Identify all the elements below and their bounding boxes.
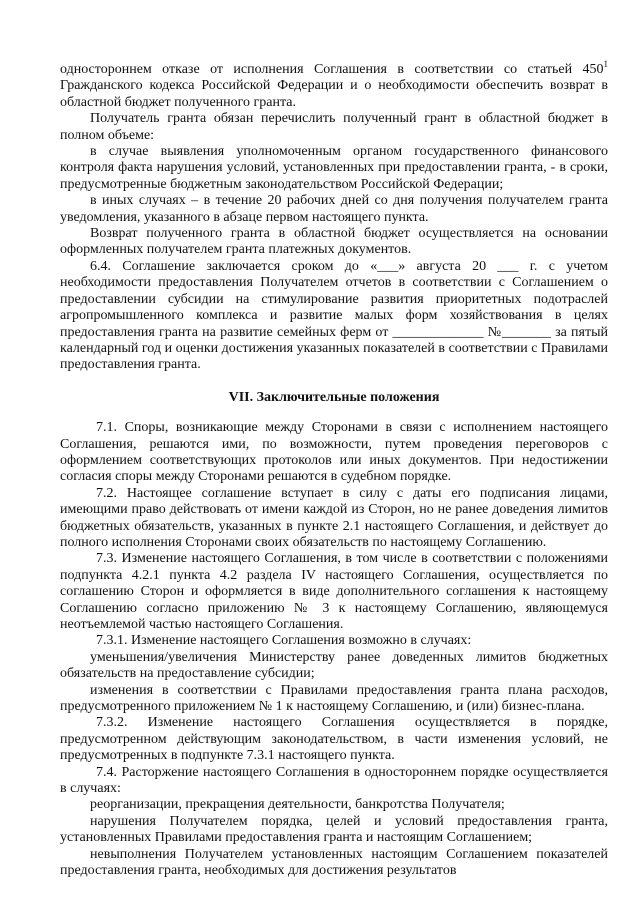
paragraph-7-1: 7.1. Споры, возникающие между Сторонами в связи с исполнением настоящего Соглашения, решаются ими, по возможности, путем проведения переговоров с оформлением соответствующих протоколов или иных документов. При недостижении согласия споры между Сторонами решаются в судебном порядке. [60, 420, 608, 485]
paragraph-text-tail: Гражданского кодекса Российской Федерации и о необходимости обеспечить возврат в областной бюджет полученного гранта. [60, 78, 608, 110]
paragraph-top-0 [60, 59, 608, 111]
paragraph-7-4-c: невыполнения Получателем установленных настоящим Соглашением показателей предоставления гранта, необходимых для достижения результатов [60, 846, 608, 879]
paragraph-top-4: Возврат полученного гранта в областной бюджет осуществляется на основании оформленных получателем гранта платежных документов. [60, 226, 608, 258]
document-page [60, 59, 608, 880]
section-title: VII. Заключительные положения [228, 389, 440, 405]
paragraph-top-1: Получатель гранта обязан перечислить полученный грант в областной бюджет в полном объеме: [60, 111, 608, 143]
paragraph-7-4-a: реорганизации, прекращения деятельности, банкротства Получателя; [90, 797, 505, 813]
paragraph-7-2: 7.2. Настоящее соглашение вступает в силу с даты его подписания лицами, имеющими право действовать от имени каждой из Сторон, но не ранее доведения лимитов бюджетных обязательств, указанных в пункте 2.1 настоящего Соглашения, и действует до полного исполнения Сторонами своих обязательств по настоящему Соглашению. [60, 485, 608, 550]
paragraph-7-4-b: нарушения Получателем порядка, целей и условий предоставления гранта, установленных Правилами предоставления гранта и настоящим Соглашением; [60, 813, 608, 846]
paragraph-top-3: в иных случаях – в течение 20 рабочих дней со дня получения получателем гранта уведомления, указанного в абзаце первом настоящего пункта. [60, 193, 608, 225]
paragraph-7-3-2: 7.3.2. Изменение настоящего Соглашения осуществляется в порядке, предусмотренном действующим законодательством, в части изменения условий, не предусмотренных в подпункте 7.3.1 настоящего пункта. [60, 715, 608, 764]
paragraph-7-3-1-b: изменения в соответствии с Правилами предоставления гранта плана расходов, предусмотренного приложением № 1 к настоящему Соглашению, и (или) бизнес-плана. [60, 682, 608, 715]
paragraph-7-3-1: 7.3.1. Изменение настоящего Соглашения возможно в случаях: [96, 633, 472, 649]
footnote-marker: 1 [603, 59, 608, 69]
paragraph-7-4: 7.4. Расторжение настоящего Соглашения в одностороннем порядке осуществляется в случаях: [60, 764, 608, 797]
paragraph-7-3-1-a: уменьшения/увеличения Министерству ранее доведенных лимитов бюджетных обязательств на предоставление субсидии; [60, 649, 608, 682]
paragraph-top-5: 6.4. Соглашение заключается сроком до «___» августа 20 ___ г. с учетом необходимости предоставления Получателем отчетов в соответствии с Соглашением о предоставлении субсидии на стимулирование развития приоритетных подотраслей агропромышленного комплекса и развитие малых форм хозяйствования в целях предоставления гранта на развитие семейных ферм от _____________ №_______ за пятый календарный год и оценки достижения указанных показателей в соответствии с Правилами предоставления гранта. [60, 258, 608, 373]
paragraph-text: одностороннем отказе от исполнения Соглашения в соответствии со статьей 450 [60, 62, 604, 77]
paragraph-top-2: в случае выявления уполномоченным органом государственного финансового контроля факта нарушения условий, установленных при предоставлении гранта, - в сроки, предусмотренные бюджетным законодательством Российской Федерации; [60, 144, 608, 192]
paragraph-7-3: 7.3. Изменение настоящего Соглашения, в том числе в соответствии с положениями подпункта 4.2.1 пункта 4.2 раздела IV настоящего Соглашения, осуществляется по соглашению Сторон и оформляется в виде дополнительного соглашения к настоящему Соглашению согласно приложению № 3 к настоящему Соглашению, являющемуся неотъемлемой частью настоящего Соглашения. [60, 551, 608, 632]
